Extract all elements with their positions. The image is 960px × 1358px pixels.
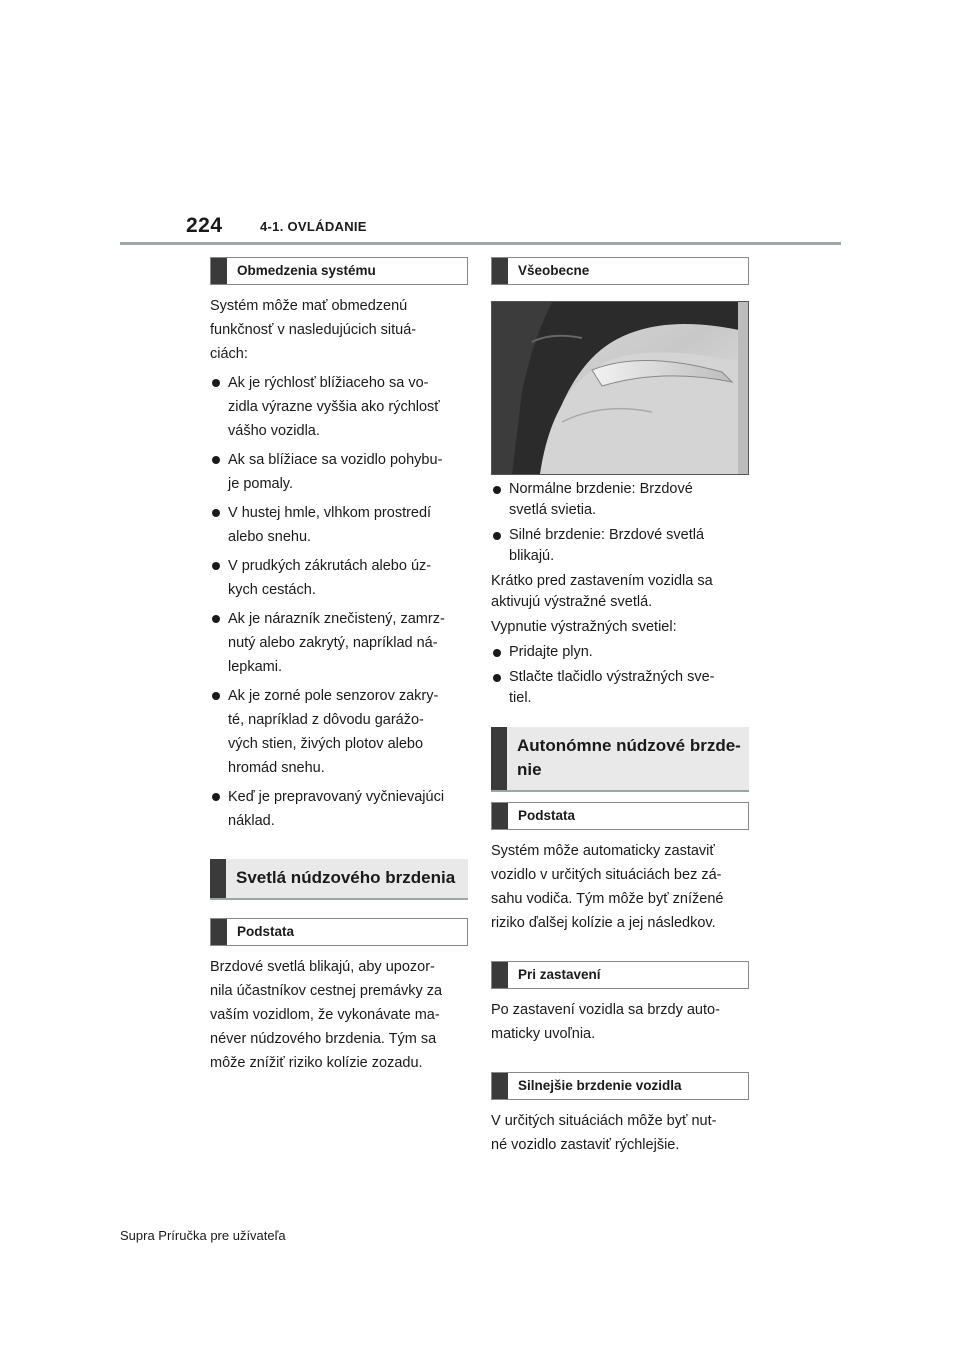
- list-item: Keď je prepravovaný vyčnievajúci náklad.: [210, 785, 468, 833]
- footer-text: Supra Príručka pre užívateľa: [120, 1228, 286, 1243]
- auto-principle-text: Systém môže automaticky zastaviť vozidlo v určitých situáciách bez zá- sahu vodiča. Tým môže byť znížené riziko ďalšej kolízie a jej následkov.: [491, 843, 724, 931]
- brake-light-photo: [491, 301, 749, 475]
- page-number: 224: [186, 214, 223, 237]
- autonomous-braking-heading: Autonómne núdzové brzde- nie: [491, 727, 749, 792]
- principle-text: Brzdové svetlá blikajú, aby upozor- nila účastníkov cestnej premávky za vaším vozidlom, že vykonávate ma- néver núdzového brzdenia. Tým sa môže znížiť riziko kolízie zozadu.: [210, 959, 443, 1071]
- stop-text: Po zastavení vozidla sa brzdy auto- maticky uvoľnia.: [491, 1002, 720, 1042]
- general-heading: Všeobecne: [491, 257, 749, 285]
- limits-list: [210, 371, 468, 833]
- stop-heading: Pri zastavení: [491, 961, 749, 989]
- list-item: Ak je zorné pole senzorov zakry- té, napríklad z dôvodu garážo- vých stien, živých plotov alebo hromád snehu.: [210, 684, 468, 780]
- auto-principle-heading: Podstata: [491, 802, 749, 830]
- car-rear-illustration: [492, 302, 748, 474]
- list-item: V prudkých zákrutách alebo úz- kych cestách.: [210, 554, 468, 602]
- list-item: Silné brzdenie: Brzdové svetlá blikajú.: [491, 525, 749, 567]
- limits-heading: Obmedzenia systému: [210, 257, 468, 285]
- hazard-text: Krátko pred zastavením vozidla sa aktivujú výstražné svetlá.: [491, 573, 713, 610]
- general-list: [491, 479, 749, 567]
- hazard-off-list: [491, 642, 749, 709]
- header-rule: [120, 242, 841, 245]
- list-item: Pridajte plyn.: [491, 642, 749, 663]
- hazard-off-intro: Vypnutie výstražných svetiel:: [491, 619, 677, 635]
- list-item: Ak je rýchlosť blížiaceho sa vo- zidla výrazne vyššia ako rýchlosť vášho vozidla.: [210, 371, 468, 443]
- limits-intro: Systém môže mať obmedzenú funkčnosť v nasledujúcich situá- ciách:: [210, 298, 417, 362]
- stronger-braking-heading: Silnejšie brzdenie vozidla: [491, 1072, 749, 1100]
- section-title: 4-1. OVLÁDANIE: [260, 219, 367, 234]
- list-item: Stlačte tlačidlo výstražných sve- tiel.: [491, 667, 749, 709]
- brake-lights-heading: Svetlá núdzového brzdenia: [210, 859, 468, 900]
- list-item: V hustej hmle, vlhkom prostredí alebo snehu.: [210, 501, 468, 549]
- list-item: Ak sa blížiace sa vozidlo pohybu- je pomaly.: [210, 448, 468, 496]
- principle-heading: Podstata: [210, 918, 468, 946]
- list-item: Normálne brzdenie: Brzdové svetlá svietia.: [491, 479, 749, 521]
- left-column: [210, 257, 468, 1075]
- stronger-braking-text: V určitých situáciách môže byť nut- né vozidlo zastaviť rýchlejšie.: [491, 1113, 717, 1153]
- list-item: Ak je nárazník znečistený, zamrz- nutý alebo zakrytý, napríklad ná- lepkami.: [210, 607, 468, 679]
- right-column: [491, 257, 749, 1157]
